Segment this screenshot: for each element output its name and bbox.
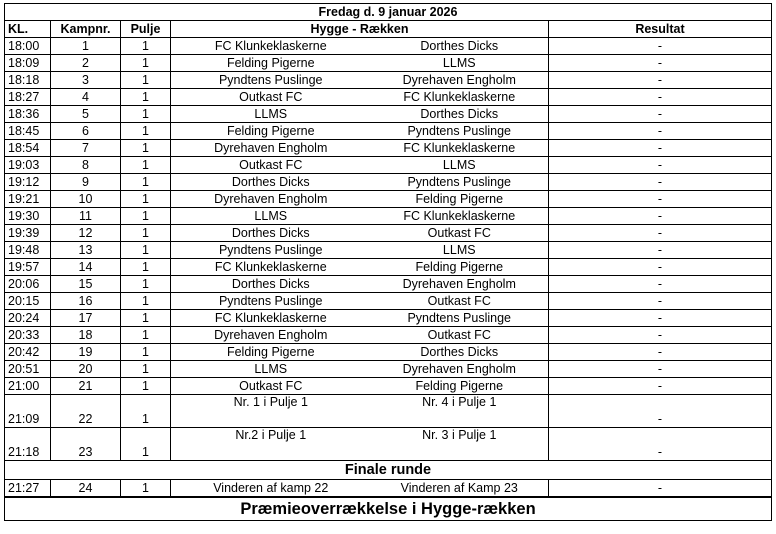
match-result: - [549,395,772,428]
match-time: 18:36 [5,106,51,123]
match-number: 17 [51,310,121,327]
match-number: 9 [51,174,121,191]
match-pulje: 1 [121,293,171,310]
match-row [5,276,772,293]
match-time: 19:21 [5,191,51,208]
match-result: - [549,344,772,361]
match-pulje: 1 [121,72,171,89]
match-result: - [549,242,772,259]
match-row [5,225,772,242]
home-team: FC Klunkeklaskerne [171,310,371,327]
away-team: Pyndtens Puslinge [371,174,549,191]
home-team: FC Klunkeklaskerne [171,38,371,55]
match-pulje: 1 [121,259,171,276]
home-team: Pyndtens Puslinge [171,72,371,89]
match-pulje: 1 [121,55,171,72]
match-row [5,378,772,395]
match-result: - [549,310,772,327]
match-result: - [549,480,772,498]
match-result: - [549,293,772,310]
home-team: Pyndtens Puslinge [171,242,371,259]
match-number: 19 [51,344,121,361]
match-number: 14 [51,259,121,276]
header-row [5,21,772,38]
away-team: FC Klunkeklaskerne [371,208,549,225]
match-row [5,140,772,157]
match-number: 12 [51,225,121,242]
match-result: - [549,276,772,293]
match-pulje: 1 [121,89,171,106]
match-row [5,89,772,106]
home-team: FC Klunkeklaskerne [171,259,371,276]
match-pulje: 1 [121,395,171,428]
match-number: 3 [51,72,121,89]
match-row [5,361,772,378]
award-row [5,497,772,521]
home-team: Outkast FC [171,157,371,174]
match-time: 21:00 [5,378,51,395]
match-pulje: 1 [121,174,171,191]
match-number: 11 [51,208,121,225]
away-team: Dorthes Dicks [371,38,549,55]
match-time: 21:09 [5,395,51,428]
match-number: 8 [51,157,121,174]
away-team: LLMS [371,157,549,174]
match-result: - [549,106,772,123]
match-time: 19:57 [5,259,51,276]
match-row [5,191,772,208]
match-pulje: 1 [121,378,171,395]
match-number: 15 [51,276,121,293]
match-number: 22 [51,395,121,428]
match-result: - [549,327,772,344]
away-team: Outkast FC [371,327,549,344]
match-pulje: 1 [121,327,171,344]
match-result: - [549,38,772,55]
schedule-title: Fredag d. 9 januar 2026 [5,4,772,21]
match-result: - [549,174,772,191]
match-time: 19:12 [5,174,51,191]
match-row [5,174,772,191]
match-row [5,293,772,310]
home-team: LLMS [171,361,371,378]
match-number: 4 [51,89,121,106]
away-team: Dyrehaven Engholm [371,72,549,89]
home-team: Nr. 1 i Pulje 1 [171,395,371,428]
match-time: 18:54 [5,140,51,157]
title-row [5,4,772,21]
match-result: - [549,89,772,106]
match-pulje: 1 [121,428,171,461]
away-team: FC Klunkeklaskerne [371,140,549,157]
match-time: 19:03 [5,157,51,174]
match-number: 2 [51,55,121,72]
award-title: Præmieoverrækkelse i Hygge-rækken [5,497,772,521]
home-team: Felding Pigerne [171,55,371,72]
match-pulje: 1 [121,140,171,157]
match-pulje: 1 [121,276,171,293]
away-team: Felding Pigerne [371,191,549,208]
match-time: 18:09 [5,55,51,72]
match-result: - [549,361,772,378]
match-result: - [549,157,772,174]
match-pulje: 1 [121,310,171,327]
match-row [5,106,772,123]
away-team: Outkast FC [371,225,549,242]
match-pulje: 1 [121,242,171,259]
match-row [5,72,772,89]
match-pulje: 1 [121,225,171,242]
match-number: 16 [51,293,121,310]
header-pulje: Pulje [121,21,171,38]
home-team: LLMS [171,106,371,123]
away-team: FC Klunkeklaskerne [371,89,549,106]
away-team: Dyrehaven Engholm [371,276,549,293]
placement-row [5,395,772,428]
match-result: - [549,428,772,461]
match-pulje: 1 [121,106,171,123]
home-team: Outkast FC [171,89,371,106]
match-time: 19:39 [5,225,51,242]
match-number: 1 [51,38,121,55]
match-pulje: 1 [121,480,171,498]
match-time: 18:00 [5,38,51,55]
match-time: 18:27 [5,89,51,106]
away-team: Dyrehaven Engholm [371,361,549,378]
match-row [5,208,772,225]
match-result: - [549,140,772,157]
away-team: Nr. 4 i Pulje 1 [371,395,549,428]
home-team: Nr.2 i Pulje 1 [171,428,371,461]
away-team: Nr. 3 i Pulje 1 [371,428,549,461]
match-result: - [549,378,772,395]
match-pulje: 1 [121,157,171,174]
home-team: Dyrehaven Engholm [171,191,371,208]
match-time: 20:42 [5,344,51,361]
match-row [5,123,772,140]
match-result: - [549,259,772,276]
away-team: Vinderen af Kamp 23 [371,480,549,498]
match-number: 13 [51,242,121,259]
finale-row [5,480,772,498]
schedule-sheet [4,3,772,521]
match-time: 19:48 [5,242,51,259]
match-result: - [549,72,772,89]
match-pulje: 1 [121,191,171,208]
match-row [5,242,772,259]
finale-title: Finale runde [5,461,772,480]
placement-row [5,428,772,461]
match-number: 5 [51,106,121,123]
match-row [5,310,772,327]
match-time: 18:18 [5,72,51,89]
match-number: 6 [51,123,121,140]
match-number: 18 [51,327,121,344]
match-result: - [549,225,772,242]
home-team: Felding Pigerne [171,123,371,140]
match-time: 20:06 [5,276,51,293]
home-team: Outkast FC [171,378,371,395]
match-row [5,259,772,276]
match-row [5,157,772,174]
match-result: - [549,191,772,208]
header-pool: Hygge - Rækken [171,21,549,38]
home-team: Vinderen af kamp 22 [171,480,371,498]
home-team: Dorthes Dicks [171,174,371,191]
match-pulje: 1 [121,123,171,140]
match-time: 21:27 [5,480,51,498]
match-number: 10 [51,191,121,208]
match-row [5,55,772,72]
match-pulje: 1 [121,361,171,378]
match-row [5,344,772,361]
away-team: Pyndtens Puslinge [371,123,549,140]
home-team: Pyndtens Puslinge [171,293,371,310]
match-pulje: 1 [121,208,171,225]
header-resultat: Resultat [549,21,772,38]
match-number: 21 [51,378,121,395]
header-kampnr: Kampnr. [51,21,121,38]
finale-header-row [5,461,772,480]
header-kl: KL. [5,21,51,38]
match-pulje: 1 [121,344,171,361]
match-time: 21:18 [5,428,51,461]
match-number: 7 [51,140,121,157]
home-team: Dorthes Dicks [171,225,371,242]
away-team: Felding Pigerne [371,259,549,276]
match-time: 20:33 [5,327,51,344]
match-time: 20:51 [5,361,51,378]
away-team: Pyndtens Puslinge [371,310,549,327]
match-time: 20:15 [5,293,51,310]
home-team: Dyrehaven Engholm [171,140,371,157]
away-team: Outkast FC [371,293,549,310]
match-number: 20 [51,361,121,378]
match-pulje: 1 [121,38,171,55]
match-row [5,38,772,55]
away-team: Felding Pigerne [371,378,549,395]
away-team: LLMS [371,55,549,72]
match-time: 18:45 [5,123,51,140]
match-time: 19:30 [5,208,51,225]
home-team: Felding Pigerne [171,344,371,361]
away-team: Dorthes Dicks [371,106,549,123]
schedule-table [4,3,772,521]
match-number: 23 [51,428,121,461]
away-team: Dorthes Dicks [371,344,549,361]
home-team: Dyrehaven Engholm [171,327,371,344]
match-result: - [549,123,772,140]
home-team: LLMS [171,208,371,225]
match-number: 24 [51,480,121,498]
away-team: LLMS [371,242,549,259]
match-time: 20:24 [5,310,51,327]
match-row [5,327,772,344]
match-result: - [549,208,772,225]
home-team: Dorthes Dicks [171,276,371,293]
match-result: - [549,55,772,72]
